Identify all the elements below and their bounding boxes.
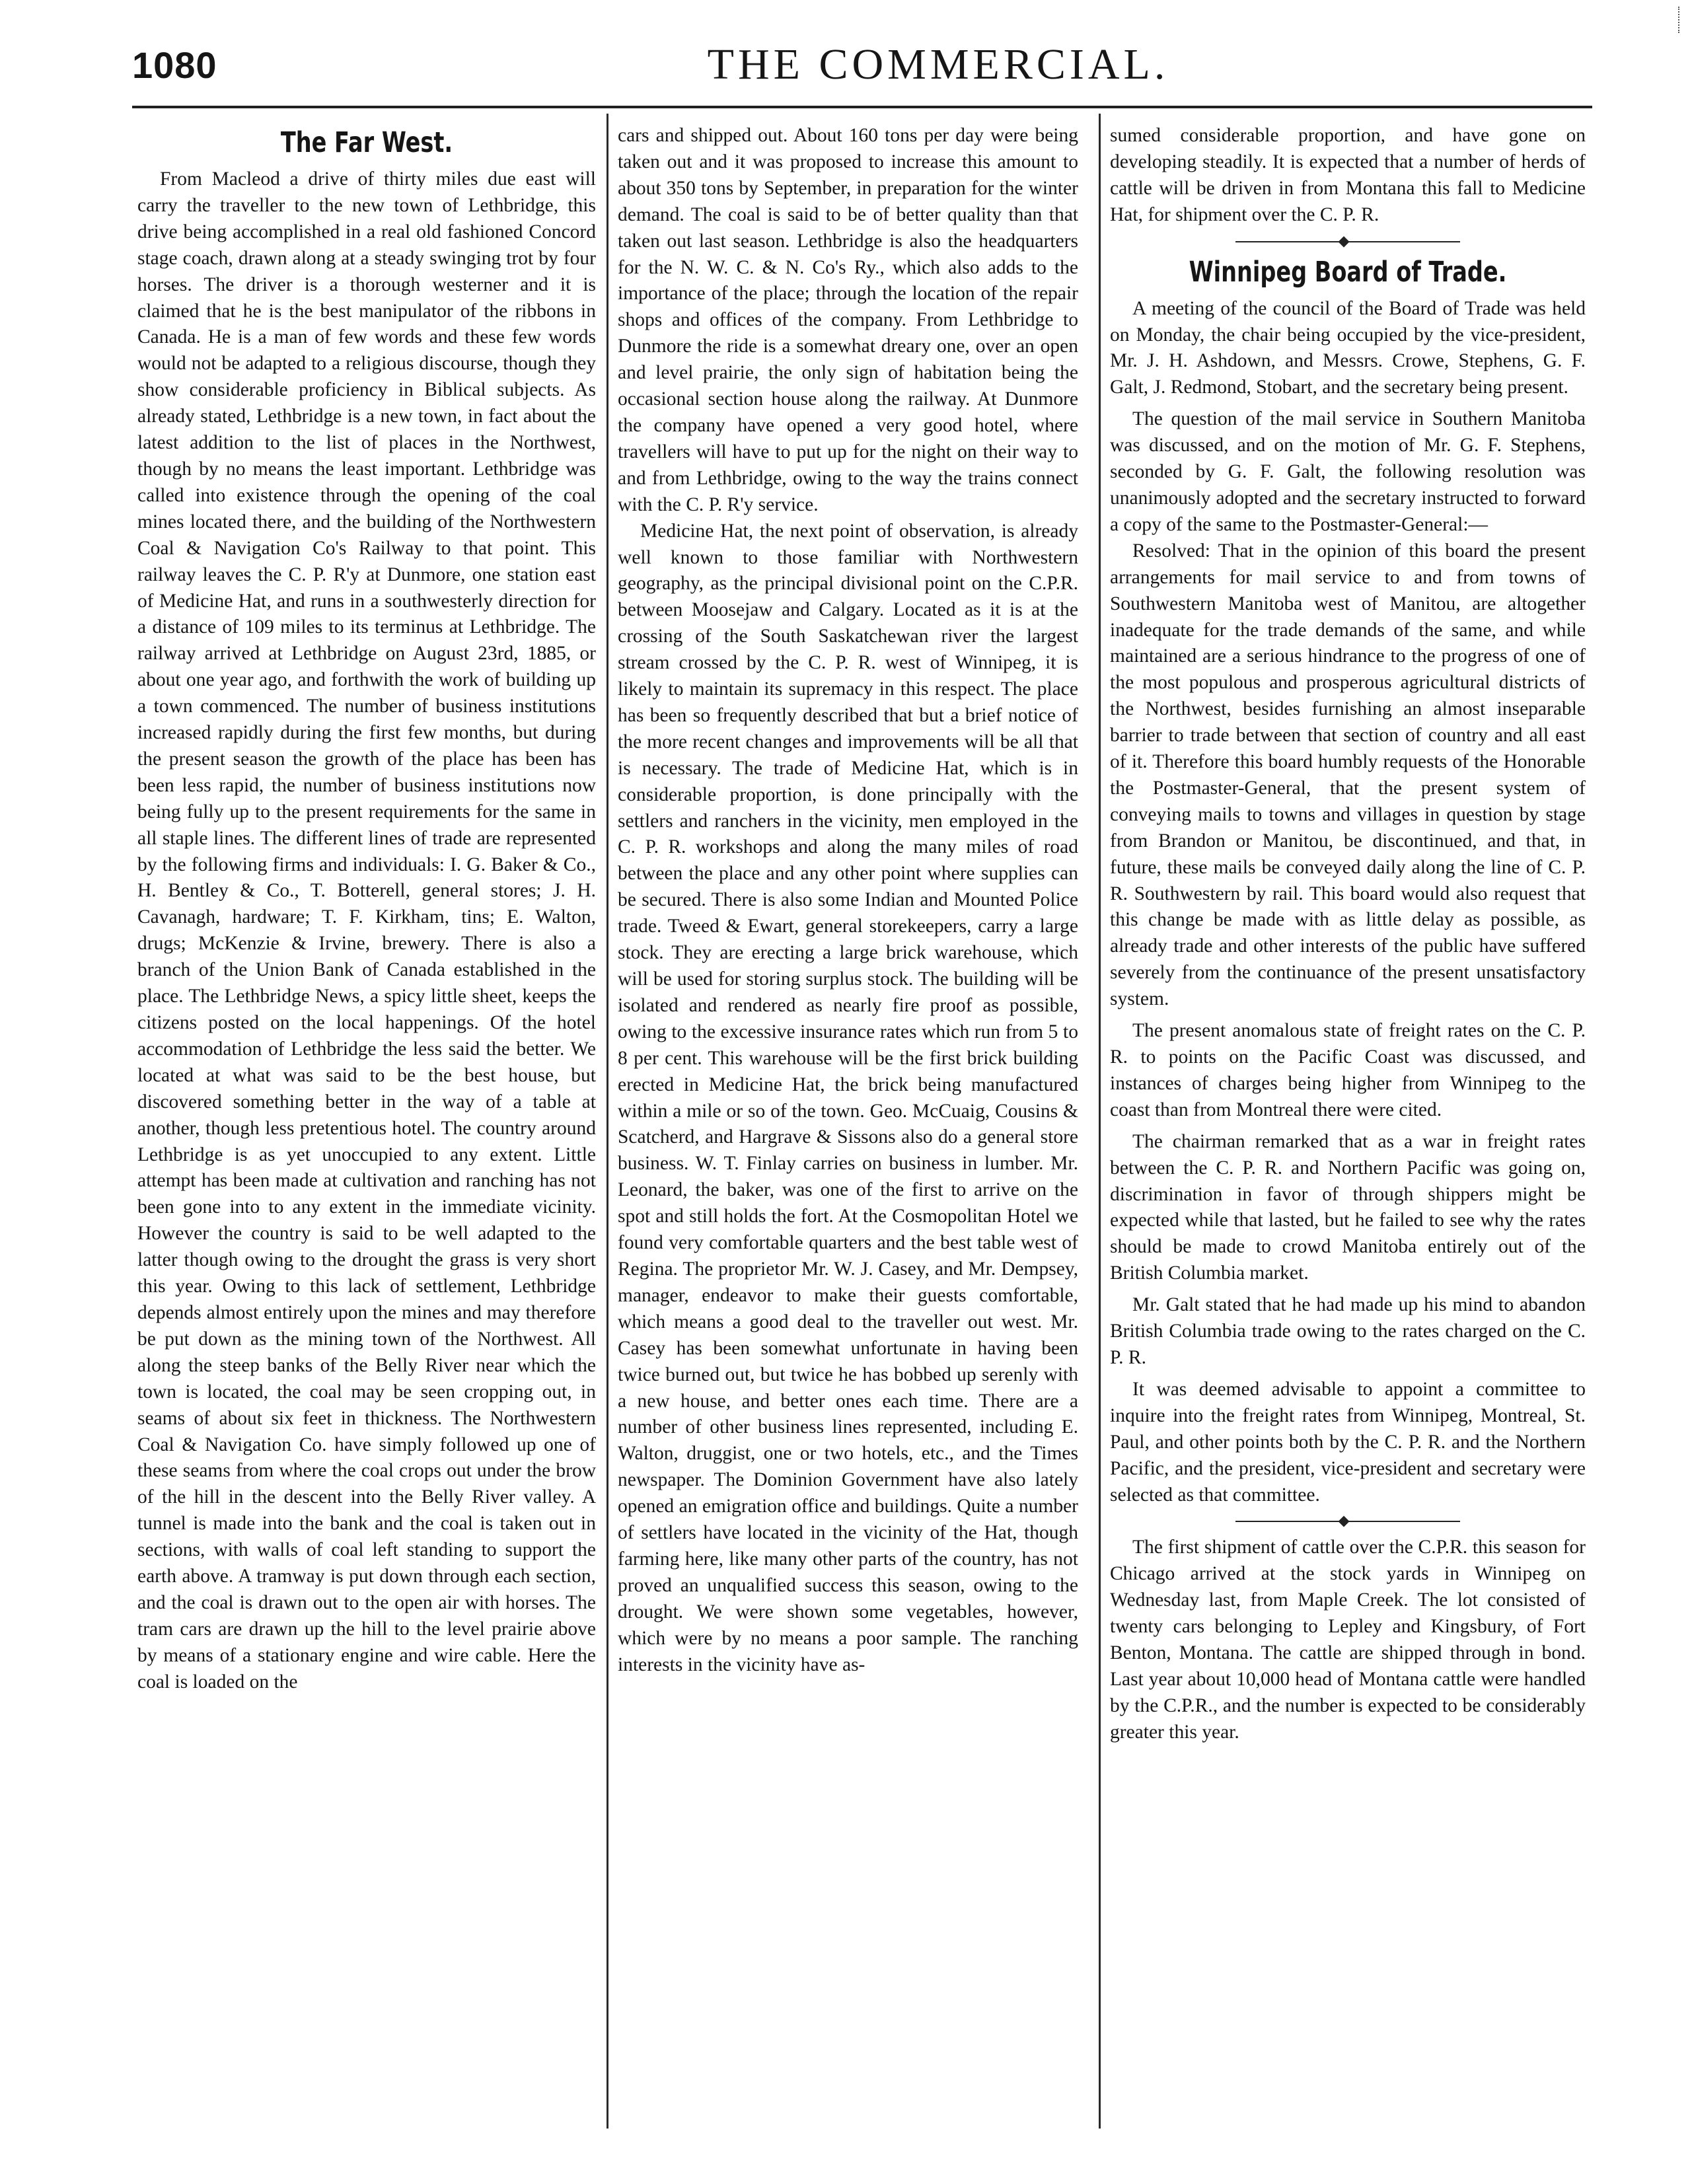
article-paragraph: The chairman remarked that as a war in freight rates between the C. P. R. and Northern Pacific was going on, discrimination in favor of through shippers might be expected while that lasted, but he failed to see why the rates should be made to crowd Manitoba entirely out of the British Columbia market. bbox=[1110, 1130, 1586, 1284]
column-rule bbox=[1099, 114, 1101, 2129]
page-header bbox=[132, 41, 1592, 89]
article-paragraph: cars and shipped out. About 160 tons per day were being taken out and it was proposed to increase this amount to about 350 tons by September, in preparation for the winter demand. The coal is said to be of better quality than that taken out last season. Lethbridge is also the headquarters for the N. W. C. & N. Co's Ry., which also adds to the importance of the place; through the location of the repair shops and offices of the company. From Lethbridge to Dunmore the ride is a somewhat dreary one, over an open and level prairie, the only sign of habitation being the occasional section house along the railway. At Dunmore the company have opened a very good hotel, where travellers will have to put up for the night on their way to and from Lethbridge, owing to the way the trains connect with the C. P. R'y service. bbox=[618, 125, 1078, 515]
header-rule bbox=[132, 106, 1592, 108]
article-paragraph: The present anomalous state of freight rates on the C. P. R. to points on the Pacific Coast was discussed, and instances of charges being higher from Winnipeg to the coast than from Montreal there were cited. bbox=[1110, 1020, 1586, 1120]
masthead-title: THE COMMERCIAL. bbox=[707, 40, 1169, 89]
article-title-board-of-trade: Winnipeg Board of Trade. bbox=[1189, 255, 1507, 289]
article-paragraph: The question of the mail service in Southern Manitoba was discussed, and on the motion of Mr. G. F. Stephens, seconded by G. F. Galt, the following resolution was unanimously adopted and the secretary instructed to forward a copy of the same to the Postmaster-General:— bbox=[1110, 408, 1586, 535]
column-rule bbox=[607, 114, 608, 2129]
article-paragraph: Mr. Galt stated that he had made up his mind to abandon British Columbia trade owing to the rates charged on the C. P. R. bbox=[1110, 1294, 1586, 1368]
column-3 bbox=[1110, 123, 1586, 2118]
article-paragraph: A meeting of the council of the Board of Trade was held on Monday, the chair being occupied by the vice-president, Mr. J. H. Ashdown, and Messrs. Crowe, Stephens, G. F. Galt, J. Redmond, Stobart, and the secretary being present. bbox=[1110, 297, 1586, 398]
section-divider bbox=[1235, 238, 1460, 246]
column-1 bbox=[137, 123, 596, 2118]
article-paragraph: Medicine Hat, the next point of observation, is already well known to those familiar with Northwestern geography, as the principal divisional point on the C.P.R. between Moosejaw and Calgary. Located as it is at the crossing of the South Saskatchewan river the largest stream crossed by the C. P. R. west of Winnipeg, it is likely to maintain its supremacy in this respect. The place has been so frequently described that but a brief notice of the more recent changes and improvements will be all that is necessary. The trade of Medicine Hat, which is in considerable proportion, is done principally with the settlers and ranchers in the vicinity, men employed in the C. P. R. workshops and along the many miles of road between the place and any other point where supplies can be secured. There is also some Indian and Mounted Police trade. Tweed & Ewart, general storekeepers, carry a large stock. They are erecting a large brick warehouse, which will be used for storing surplus stock. The building will be isolated and rendered as nearly fire proof as possible, owing to the excessive insurance rates which run from 5 to 8 per cent. This warehouse will be the first brick building erected in Medicine Hat, the brick being manufactured within a mile or so of the town. Geo. McCuaig, Cousins & Scatcherd, and Hargrave & Sissons also do a general store business. W. T. Finlay carries on business in lumber. Mr. Leonard, the baker, was one of the first to arrive on the spot and still holds the fort. At the Cosmopolitan Hotel we found very comfortable quarters and the best table west of Regina. The proprietor Mr. W. J. Casey, and Mr. Dempsey, manager, endeavor to make their guests comfortable, which means a good deal to the traveller out west. Mr. Casey has been somewhat unfortunate in having been twice burned out, but twice he has bobbed up serenly with a new house, and better ones each time. There are a number of other business lines represented, including E. Walton, druggist, one or two hotels, etc., and the Times newspaper. The Dominion Government have also lately opened an emigration office and buildings. Quite a number of settlers have located in the vicinity of the Hat, though farming here, like many other parts of the country, has not proved an unqualified success this season, owing to the drought. We were shown some vegetables, however, which were by no means a poor sample. The ranching interests in the vicinity have as- bbox=[618, 520, 1078, 1675]
article-paragraph: sumed considerable proportion, and have gone on developing steadily. It is expected that a number of herds of cattle will be driven in from Montana this fall to Medicine Hat, for shipment over the C. P. R. bbox=[1110, 125, 1586, 225]
article-paragraph: The first shipment of cattle over the C.P.R. this season for Chicago arrived at the stock yards in Winnipeg on Wednesday last, from Maple Creek. The lot consisted of twenty cars belonging to Lepley and Kingsbury, of Fort Benton, Montana. The cattle are shipped through in bond. Last year about 10,000 head of Montana cattle were handled by the C.P.R., and the number is expected to be considerably greater this year. bbox=[1110, 1537, 1586, 1743]
article-title-far-west: The Far West. bbox=[280, 126, 453, 159]
margin-mark bbox=[1678, 7, 1683, 33]
article-paragraph: It was deemed advisable to appoint a committee to inquire into the freight rates from Winnipeg, Montreal, St. Paul, and other points both by the C. P. R. and the Northern Pacific, and the president, vice-president and secretary were selected as that committee. bbox=[1110, 1378, 1586, 1506]
section-divider bbox=[1235, 1517, 1460, 1525]
article-paragraph: Resolved: That in the opinion of this board the present arrangements for mail service to and from towns of Southwestern Manitoba west of Manitou, are altogether inadequate for the trade demands of the same, and while maintained are a serious hindrance to the progress of one of the most populous and prosperous agricultural districts of the Northwest, besides furnishing an almost inseparable barrier to trade between that section of country and all east of it. Therefore this board humbly requests of the Honorable the Postmaster-General, that the present system of conveying mails to towns and villages in question by stage from Brandon or Manitou, be discontinued, and that, in future, these mails be conveyed daily along the line of C. P. R. Southwestern by rail. This board would also request that this change be made with as little delay as possible, as already trade and other interests of the public have suffered severely from the continuance of the present unsatisfactory system. bbox=[1110, 540, 1586, 1010]
page-number: 1080 bbox=[132, 44, 217, 86]
column-2 bbox=[618, 123, 1078, 2118]
article-paragraph: From Macleod a drive of thirty miles due east will carry the traveller to the new town of Lethbridge, this drive being accomplished in a real old fashioned Concord stage coach, drawn along at a steady swinging trot by four horses. The driver is a thorough westerner and it is claimed that he is the best manipulator of the ribbons in Canada. He is a man of few words and these few words would not be adapted to a religious discourse, though they show considerable proficiency in Biblical subjects. As already stated, Lethbridge is a new town, in fact about the latest addition to the list of places in the Northwest, though by no means the least important. Lethbridge was called into existence through the opening of the coal mines located there, and the building of the Northwestern Coal & Navigation Co's Railway to that point. This railway leaves the C. P. R'y at Dunmore, one station east of Medicine Hat, and runs in a southwesterly direction for a distance of 109 miles to its terminus at Lethbridge. The railway arrived at Lethbridge on August 23rd, 1885, or about one year ago, and forthwith the work of building up a town commenced. The number of business institutions increased rapidly during the first few months, but during the present season the growth of the place has been has been less rapid, the number of business institutions now being fully up to the present requirements for the same in all staple lines. The different lines of trade are represented by the following firms and individuals: I. G. Baker & Co., H. Bentley & Co., T. Botterell, general stores; J. H. Cavanagh, hardware; T. F. Kirkham, tins; E. Walton, drugs; McKenzie & Irvine, brewery. There is also a branch of the Union Bank of Canada established in the place. The Lethbridge News, a spicy little sheet, keeps the citizens posted on the local happenings. Of the hotel accommodation of Lethbridge the less said the better. We located at what was said to be the best house, but discovered something better in the way of a table at another, though less pretentious hotel. The country around Lethbridge is as yet unoccupied to any extent. Little attempt has been made at cultivation and ranching has not been gone into to any extent in the immediate vicinity. However the country is said to be well adapted to the latter though owing to the drought the grass is very short this year. Owing to this lack of settlement, Lethbridge depends almost entirely upon the mines and may therefore be put down as the mining town of the Northwest. All along the steep banks of the Belly River near which the town is located, the coal may be seen cropping out, in seams of about six feet in thickness. The Northwestern Coal & Navigation Co. have simply followed up one of these seams from where the coal crops out under the brow of the hill in the descent into the Belly River valley. A tunnel is made into the bank and the coal is taken out in sections, with walls of coal left standing to support the earth above. A tramway is put down through each section, and the coal is drawn out to the open air with horses. The tram cars are drawn up the hill to the level prairie above by means of a stationary engine and wire cable. Here the coal is loaded on the bbox=[137, 168, 596, 1693]
